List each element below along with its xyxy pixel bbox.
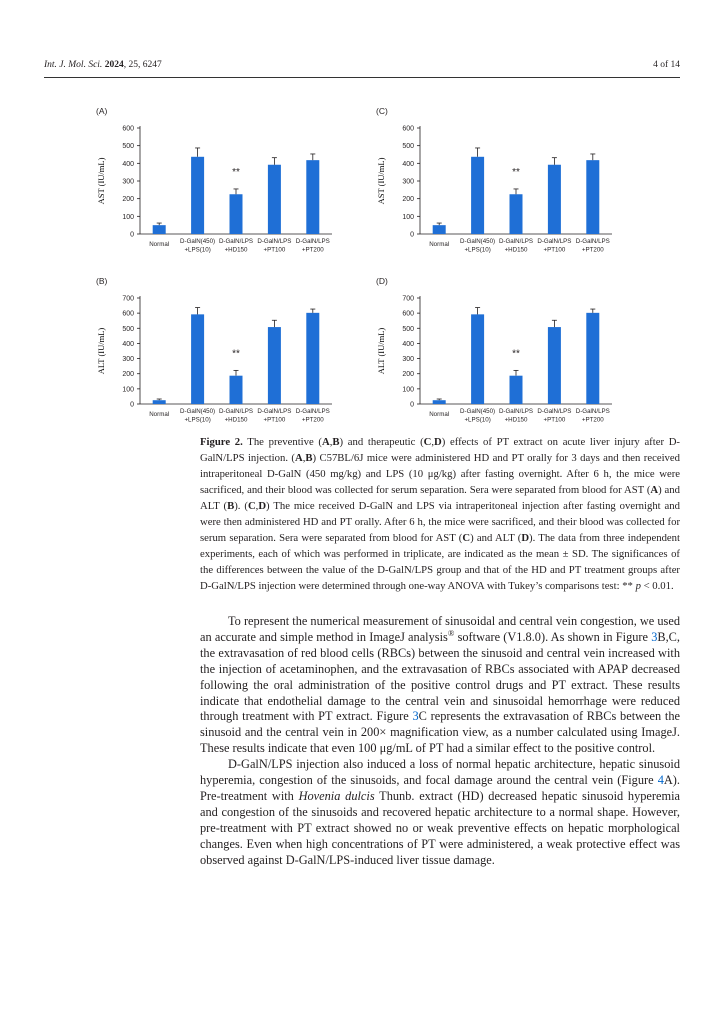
significance-label: ** [512,348,520,360]
x-tick-label: D-GalN(450) [460,238,496,245]
y-axis-label: ALT (IU/mL) [376,327,386,375]
y-tick-label: 400 [402,160,414,168]
y-tick-label: 500 [122,325,134,333]
y-tick-label: 300 [402,178,414,186]
y-axis-label: AST (IU/mL) [376,157,386,205]
bar [471,314,484,404]
x-tick-label: +PT200 [581,416,604,424]
y-tick-label: 500 [402,143,414,151]
y-tick-label: 100 [402,386,414,394]
x-tick-label: D-GalN/LPS [295,408,330,415]
y-tick-label: 300 [122,178,134,186]
x-tick-label: +LPS(10) [464,246,491,254]
x-tick-label: +PT200 [581,246,604,254]
x-tick-label: D-GalN/LPS [498,238,534,245]
bar [153,400,166,404]
y-tick-label: 400 [402,340,414,348]
paragraph-text: A). Pre-treatment with [200,773,680,803]
bar [306,313,319,404]
paragraph-text: C represents the extravasation of RBCs between the sinusoid and the central vein in 200× magnification view, as a number calculated using ImageJ. These results indicate that even 100 μg/mL of PT had a similar effect to the positive control. [200,709,680,756]
y-tick-label: 700 [402,295,414,303]
figure-4-link[interactable]: 4 [657,773,664,788]
caption-bold: B [305,452,313,465]
y-tick-label: 0 [130,401,134,409]
y-tick-label: 100 [122,386,134,394]
bar [548,165,561,234]
paragraph-text: Thunb. extract (HD) decreased hepatic sinusoid hyperemia and congestion of the sinusoids and recovered hepatic architecture to a normal shape. However, pre-treatment with PT extract showed no or weak preventive effects on hepatic morphological changes. Even when high concentrations of PT were administered, a weak protective effect was observed against D-GalN/LPS-induced liver tissue damage. [200,788,681,867]
x-tick-label: D-GalN/LPS [295,238,330,245]
caption-text: ) effects of PT extract on acute liver injury after D-GalN/LPS injection. ( [200,436,680,465]
caption-bold: C [462,532,471,545]
panel-label: (A) [96,106,108,116]
x-tick-label: +HD150 [224,246,248,254]
y-tick-label: 300 [402,356,414,364]
y-tick-label: 200 [402,196,414,204]
y-tick-label: 100 [122,213,134,221]
caption-text: , [329,436,333,448]
caption-text: ) The mice received D-GalN and LPS via intraperitoneal injection after fasting overnight and were then administered HD and PT orally. After 6 h, the mice were sacrificed, and their blood was collected for serum separation. Sera were separated from blood for AST ( [200,500,680,545]
y-tick-label: 200 [122,371,134,379]
y-tick-label: 0 [130,231,134,239]
x-tick-label: D-GalN/LPS [537,408,572,415]
chart-c-svg [372,100,652,275]
x-tick-label: D-GalN/LPS [498,408,534,415]
journal-name: Int. J. Mol. Sci. [44,60,103,70]
x-tick-label: +HD150 [504,416,528,424]
journal-volume: , 25, 6247 [123,60,162,70]
caption-bold: D [434,436,442,448]
y-tick-label: 400 [122,160,134,168]
y-tick-label: 300 [122,356,134,364]
x-tick-label: D-GalN(450) [180,238,216,245]
x-tick-label: +HD150 [504,246,528,254]
page-header [44,60,680,78]
y-tick-label: 500 [122,143,134,151]
chart-b-svg [92,270,372,445]
caption-bold: A [294,452,303,465]
bar [191,157,204,234]
bar [510,194,523,234]
x-tick-label: Normal [149,411,170,418]
caption-text: ) and ALT ( [470,532,522,545]
x-tick-label: D-GalN/LPS [575,408,610,415]
x-tick-label: Normal [429,241,450,248]
y-tick-label: 200 [402,371,414,379]
x-tick-label: D-GalN(450) [460,408,496,415]
y-tick-label: 700 [122,295,134,303]
x-tick-label: +LPS(10) [184,416,211,424]
bar [510,376,523,404]
caption-label: Figure 2. [200,436,243,448]
figure-caption [200,434,680,594]
chart-panel-b [92,270,372,445]
significance-label: ** [232,166,240,178]
paragraph-text: software (V1.8.0). As shown in Figure [454,629,652,644]
x-tick-label: Normal [149,241,170,248]
caption-bold: B [332,436,340,448]
caption-bold: D [258,500,267,513]
x-tick-label: +LPS(10) [184,246,211,254]
page-number: 4 of 14 [653,60,680,70]
y-axis-label: AST (IU/mL) [96,157,106,205]
y-tick-label: 0 [410,231,414,239]
registered-mark: ® [447,627,455,638]
caption-text: ). The data from three independent experiments, each of which was performed in triplicate, are indicated as the mean ± SD. The significances of the differences between the value of the D-GalN/LPS group and that of the HD and PT treatment groups after D-GalN/LPS injection were determined through one-way ANOVA with Tukey’s comparisons test: ** [200,532,680,593]
bar [191,314,204,404]
panel-label: (D) [376,276,388,286]
caption-bold: D [521,532,530,545]
bar [306,160,319,234]
y-tick-label: 600 [402,125,414,133]
panel-label: (B) [96,276,108,286]
caption-text: ) C57BL/6J mice were administered HD and PT orally for 3 days and then received intraperitoneal D-GalN (450 mg/kg) and LPS (10 μg/kg) after fasting overnight. After 6 h, the mice were sacrificed, and their blood was collected for serum separation. Sera were separated from blood for AST ( [200,452,680,497]
caption-bold: A [650,484,659,497]
x-tick-label: D-GalN/LPS [218,408,254,415]
y-tick-label: 600 [122,310,134,318]
bar [230,194,243,234]
chart-panel-c [372,100,652,275]
x-tick-label: D-GalN/LPS [537,238,572,245]
caption-p-value: p [635,580,641,593]
y-tick-label: 400 [122,340,134,348]
x-tick-label: +PT200 [301,246,324,254]
x-tick-label: +LPS(10) [464,416,491,424]
bar [433,400,446,404]
figure-3-link[interactable]: 3 [412,709,419,724]
x-tick-label: +PT100 [543,416,566,424]
x-tick-label: D-GalN(450) [180,408,216,415]
bar [268,165,281,234]
bar [230,376,243,404]
caption-bold: A [321,436,330,448]
caption-bold: B [227,500,235,513]
x-tick-label: +HD150 [224,416,248,424]
paragraph-text: B,C, the extravasation of red blood cells (RBCs) between the sinusoid and central vein increased with the injection of acetaminophen, and the extravasation of RBCs associated with APAP decreased following the oral administration of the positive control drugs and PT extract. These results indicate that endothelial damage to the central vein and sinusoidal hemorrhage were reduced through treatment with PT extract. Figure [200,629,680,724]
y-tick-label: 600 [402,310,414,318]
significance-label: ** [512,166,520,178]
chart-panel-d [372,270,652,445]
bar [586,313,599,404]
chart-panel-a [92,100,372,275]
bar [268,327,281,404]
paragraph-1 [200,614,680,757]
caption-bold: C [247,500,256,513]
x-tick-label: D-GalN/LPS [575,238,610,245]
y-tick-label: 200 [122,196,134,204]
x-tick-label: D-GalN/LPS [257,408,292,415]
bar [548,327,561,404]
chart-a-svg [92,100,372,275]
y-tick-label: 0 [410,401,414,409]
x-tick-label: +PT100 [543,246,566,254]
x-tick-label: D-GalN/LPS [257,238,292,245]
x-tick-label: Normal [429,411,450,418]
y-axis-label: ALT (IU/mL) [96,327,106,375]
caption-text: The preventive ( [242,436,322,448]
bar [433,225,446,234]
paragraph-text: D-GalN/LPS injection also induced a loss of normal hepatic architecture, hepatic sinusoid hyperemia, congestion of the sinusoids, and focal damage around the central vein (Figure [200,757,680,788]
caption-text: , [302,452,306,465]
y-tick-label: 500 [402,325,414,333]
bar [471,157,484,234]
y-tick-label: 600 [122,125,134,133]
caption-text: < 0.01. [640,580,674,593]
body-text [200,614,680,869]
y-tick-label: 100 [402,213,414,221]
significance-label: ** [232,348,240,360]
panel-label: (C) [376,106,388,116]
journal-year: 2024 [104,60,124,70]
caption-text: ). ( [234,500,248,513]
x-tick-label: +PT200 [301,416,324,424]
caption-bold: C [423,436,432,448]
caption-text: , [431,436,435,448]
caption-text: , [255,500,259,513]
bar [153,225,166,234]
x-tick-label: D-GalN/LPS [218,238,254,245]
species-name: Hovenia dulcis [298,788,375,803]
paragraph-2 [200,757,680,868]
x-tick-label: +PT100 [263,416,286,424]
paragraph-text: To represent the numerical measurement of sinusoidal and central vein congestion, we used an accurate and simple method in ImageJ analysis [200,614,680,644]
bar [586,160,599,234]
caption-text: ) and therapeutic ( [339,436,424,448]
figure-3-link[interactable]: 3 [651,629,658,644]
caption-text: ) and ALT ( [200,484,680,513]
chart-d-svg [372,270,652,445]
x-tick-label: +PT100 [263,246,286,254]
